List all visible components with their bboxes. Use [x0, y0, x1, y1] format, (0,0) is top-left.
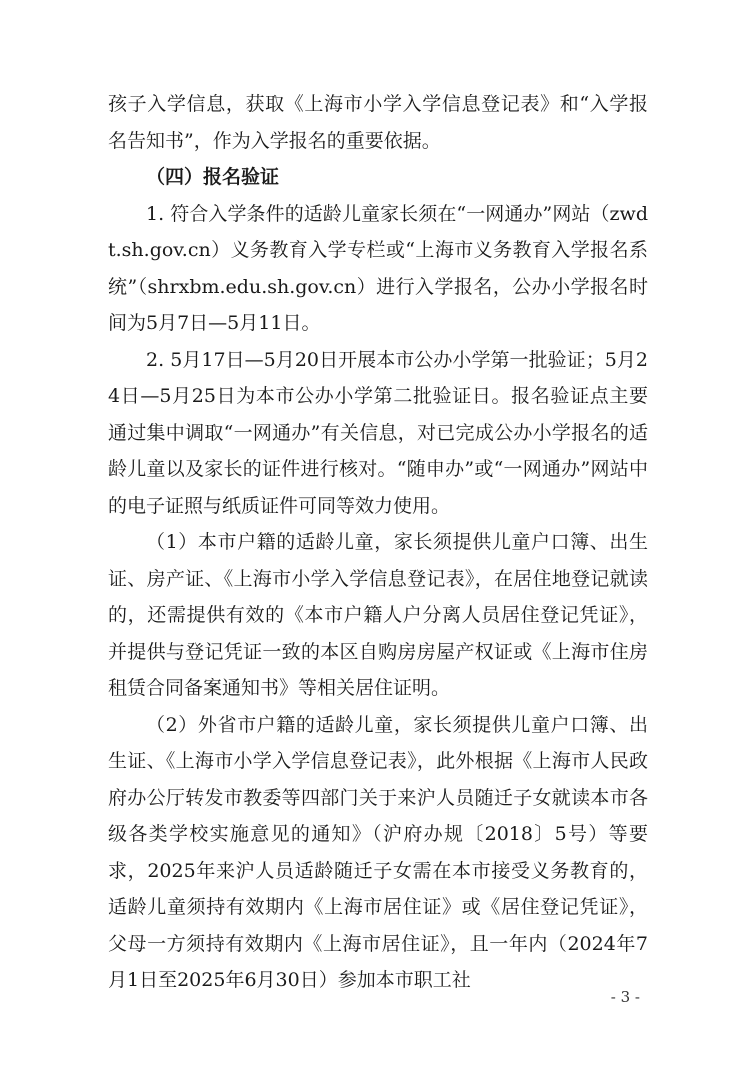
paragraph-continuation: 孩子入学信息，获取《上海市小学入学信息登记表》和“入学报名告知书”，作为入学报名的重要依据。	[108, 93, 648, 152]
paragraph-local-household: （1）本市户籍的适龄儿童，家长须提供儿童户口簿、出生证、房产证、《上海市小学入学信息登记表》，在居住地登记就读的，还需提供有效的《本市户籍人户分离人员居住登记凭证》，并提供与登记凭证一致的本区自购房房屋产权证或《上海市住房租赁合同备案通知书》等相关居住证明。	[108, 531, 648, 699]
document-body	[108, 86, 648, 999]
section-heading-registration-verification: （四）报名验证	[146, 166, 280, 188]
paragraph-item-2: 2. 5月17日—5月20日开展本市公办小学第一批验证；5月24日—5月25日为本市公办小学第二批验证日。报名验证点主要通过集中调取“一网通办”有关信息，对已完成公办小学报名的适龄儿童以及家长的证件进行核对。“随申办”或“一网通办”网站中的电子证照与纸质证件可同等效力使用。	[108, 348, 648, 517]
paragraph-non-local-household: （2）外省市户籍的适龄儿童，家长须提供儿童户口簿、出生证、《上海市小学入学信息登记表》，此外根据《上海市人民政府办公厅转发市教委等四部门关于来沪人员随迁子女就读本市各级各类学校实施意见的通知》（沪府办规〔2018〕5号）等要求，2025年来沪人员适龄随迁子女需在本市接受义务教育的，适龄儿童须持有效期内《上海市居住证》或《居住登记凭证》，父母一方须持有效期内《上海市居住证》，且一年内（2024年7月1日至2025年6月30日）参加本市职工社	[108, 713, 648, 991]
page-number: - 3 -	[610, 988, 640, 1006]
paragraph-item-1: 1. 符合入学条件的适龄儿童家长须在“一网通办”网站（zwdt.sh.gov.cn）义务教育入学专栏或“上海市义务教育入学报名系统”（shrxbm.edu.sh.gov.cn）进行入学报名，公办小学报名时间为5月7日—5月11日。	[108, 202, 648, 334]
